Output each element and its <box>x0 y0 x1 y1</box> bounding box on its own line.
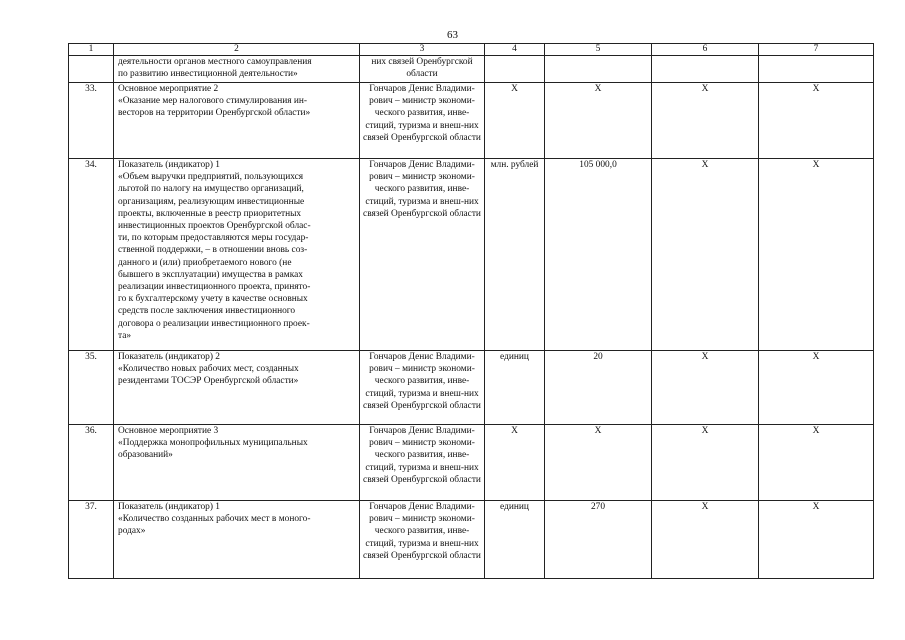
header-cell: 7 <box>759 44 874 56</box>
page-number: 63 <box>447 29 458 41</box>
row-unit: единиц <box>485 351 545 425</box>
row-name-line: ственной поддержки, – в отношении вновь соз- <box>118 245 308 256</box>
row-name-line: Показатель (индикатор) 2 <box>118 352 220 362</box>
row-name-line: льготой по налогу на имущество организаций, <box>118 184 304 195</box>
row-col6: X <box>652 159 759 351</box>
row-name-line: «Количество новых рабочих мест, созданных <box>118 364 299 375</box>
row-name-line: «Поддержка монопрофильных муниципальных <box>118 438 308 449</box>
header-cell: 1 <box>69 44 114 56</box>
row-unit <box>485 56 545 83</box>
row-number: 34. <box>69 159 114 351</box>
row-name-line: по развитию инвестиционной деятельности» <box>118 69 298 80</box>
row-value: 270 <box>545 501 652 579</box>
row-responsible: Гончаров Денис Владими-рович – министр экономи-ческого развития, инве-стиций, туризма и внеш-них связей Оренбургской области <box>360 501 485 579</box>
row-value <box>545 56 652 83</box>
row-name-line: Показатель (индикатор) 1 <box>118 502 220 512</box>
row-responsible: Гончаров Денис Владими- рович – министр экономи-ческого развития, инве-стиций, туризма и внеш-них связей Оренбургской области <box>360 83 485 159</box>
row-name-line: договора о реализации инвестиционного проек- <box>118 318 310 329</box>
header-cell: 4 <box>485 44 545 56</box>
row-name <box>114 351 360 425</box>
row-col6 <box>652 56 759 83</box>
program-table <box>68 43 874 579</box>
row-name-line: «Объем выручки предприятий, пользующихся <box>118 172 304 183</box>
table-row <box>69 83 874 159</box>
header-cell: 6 <box>652 44 759 56</box>
row-name <box>114 56 360 83</box>
row-unit: X <box>485 425 545 501</box>
row-name <box>114 159 360 351</box>
row-number: 37. <box>69 501 114 579</box>
header-cell: 3 <box>360 44 485 56</box>
row-col7: X <box>759 425 874 501</box>
row-name-line: Основное мероприятие 3 <box>118 426 219 436</box>
row-name-line: Показатель (индикатор) 1 <box>118 160 220 170</box>
row-name-line: образований» <box>118 450 173 461</box>
row-number: 36. <box>69 425 114 501</box>
row-col7: X <box>759 83 874 159</box>
row-col6: X <box>652 501 759 579</box>
table-row <box>69 56 874 83</box>
row-name-line: проекты, включенные в реестр приоритетных <box>118 208 302 219</box>
row-responsible: Гончаров Денис Владими-рович – министр экономи-ческого развития, инве-стиций, туризма и внеш-них связей Оренбургской области <box>360 351 485 425</box>
row-responsible: них связей Оренбургской области <box>360 56 485 83</box>
row-number: 33. <box>69 83 114 159</box>
row-name <box>114 83 360 159</box>
row-col6: X <box>652 425 759 501</box>
row-col7 <box>759 56 874 83</box>
row-unit: млн. рублей <box>485 159 545 351</box>
row-col7: X <box>759 159 874 351</box>
table-row <box>69 351 874 425</box>
row-name-line: деятельности органов местного самоуправления <box>118 57 312 67</box>
row-name-line: родах» <box>118 526 146 537</box>
row-name-line: средств после заключения инвестиционного <box>118 306 296 317</box>
table-row <box>69 425 874 501</box>
row-responsible: Гончаров Денис Владими-рович – министр экономи-ческого развития, инве-стиций, туризма и внеш-них связей Оренбургской области <box>360 425 485 501</box>
row-responsible: Гончаров Денис Владими-рович – министр экономи-ческого развития, инве-стиций, туризма и внеш-них связей Оренбургской области <box>360 159 485 351</box>
row-name-line: организациям, реализующим инвестиционные <box>118 196 305 207</box>
row-number <box>69 56 114 83</box>
row-name <box>114 425 360 501</box>
header-row <box>69 44 874 56</box>
table-row <box>69 159 874 351</box>
row-value: X <box>545 425 652 501</box>
row-name-line: бывшего в эксплуатации) имущества в рамках <box>118 269 303 280</box>
row-col6: X <box>652 83 759 159</box>
row-name-line: «Оказание мер налогового стимулирования ин- <box>118 96 308 107</box>
row-name-line: Основное мероприятие 2 <box>118 84 219 94</box>
header-cell: 2 <box>114 44 360 56</box>
table-row <box>69 501 874 579</box>
row-unit: единиц <box>485 501 545 579</box>
row-unit: X <box>485 83 545 159</box>
row-col7: X <box>759 351 874 425</box>
row-name-line: весторов на территории Оренбургской области» <box>118 108 311 119</box>
row-value: 20 <box>545 351 652 425</box>
row-name <box>114 501 360 579</box>
row-name-line: данного и (или) приобретаемого нового (не <box>118 257 292 268</box>
row-name-line: инвестиционных проектов Оренбургской облас- <box>118 221 311 232</box>
header-cell: 5 <box>545 44 652 56</box>
row-name-line: реализации инвестиционного проекта, принято- <box>118 282 311 293</box>
row-value: 105 000,0 <box>545 159 652 351</box>
row-name-line: го к бухгалтерскому учету в качестве основных <box>118 294 308 305</box>
row-value: X <box>545 83 652 159</box>
row-name-line: ти, по которым предоставляются меры государ- <box>118 233 309 244</box>
row-col7: X <box>759 501 874 579</box>
row-name-line: та» <box>118 330 132 341</box>
row-col6: X <box>652 351 759 425</box>
row-name-line: резидентами ТОСЭР Оренбургской области» <box>118 376 299 387</box>
row-name-line: «Количество созданных рабочих мест в моного- <box>118 514 311 525</box>
row-number: 35. <box>69 351 114 425</box>
